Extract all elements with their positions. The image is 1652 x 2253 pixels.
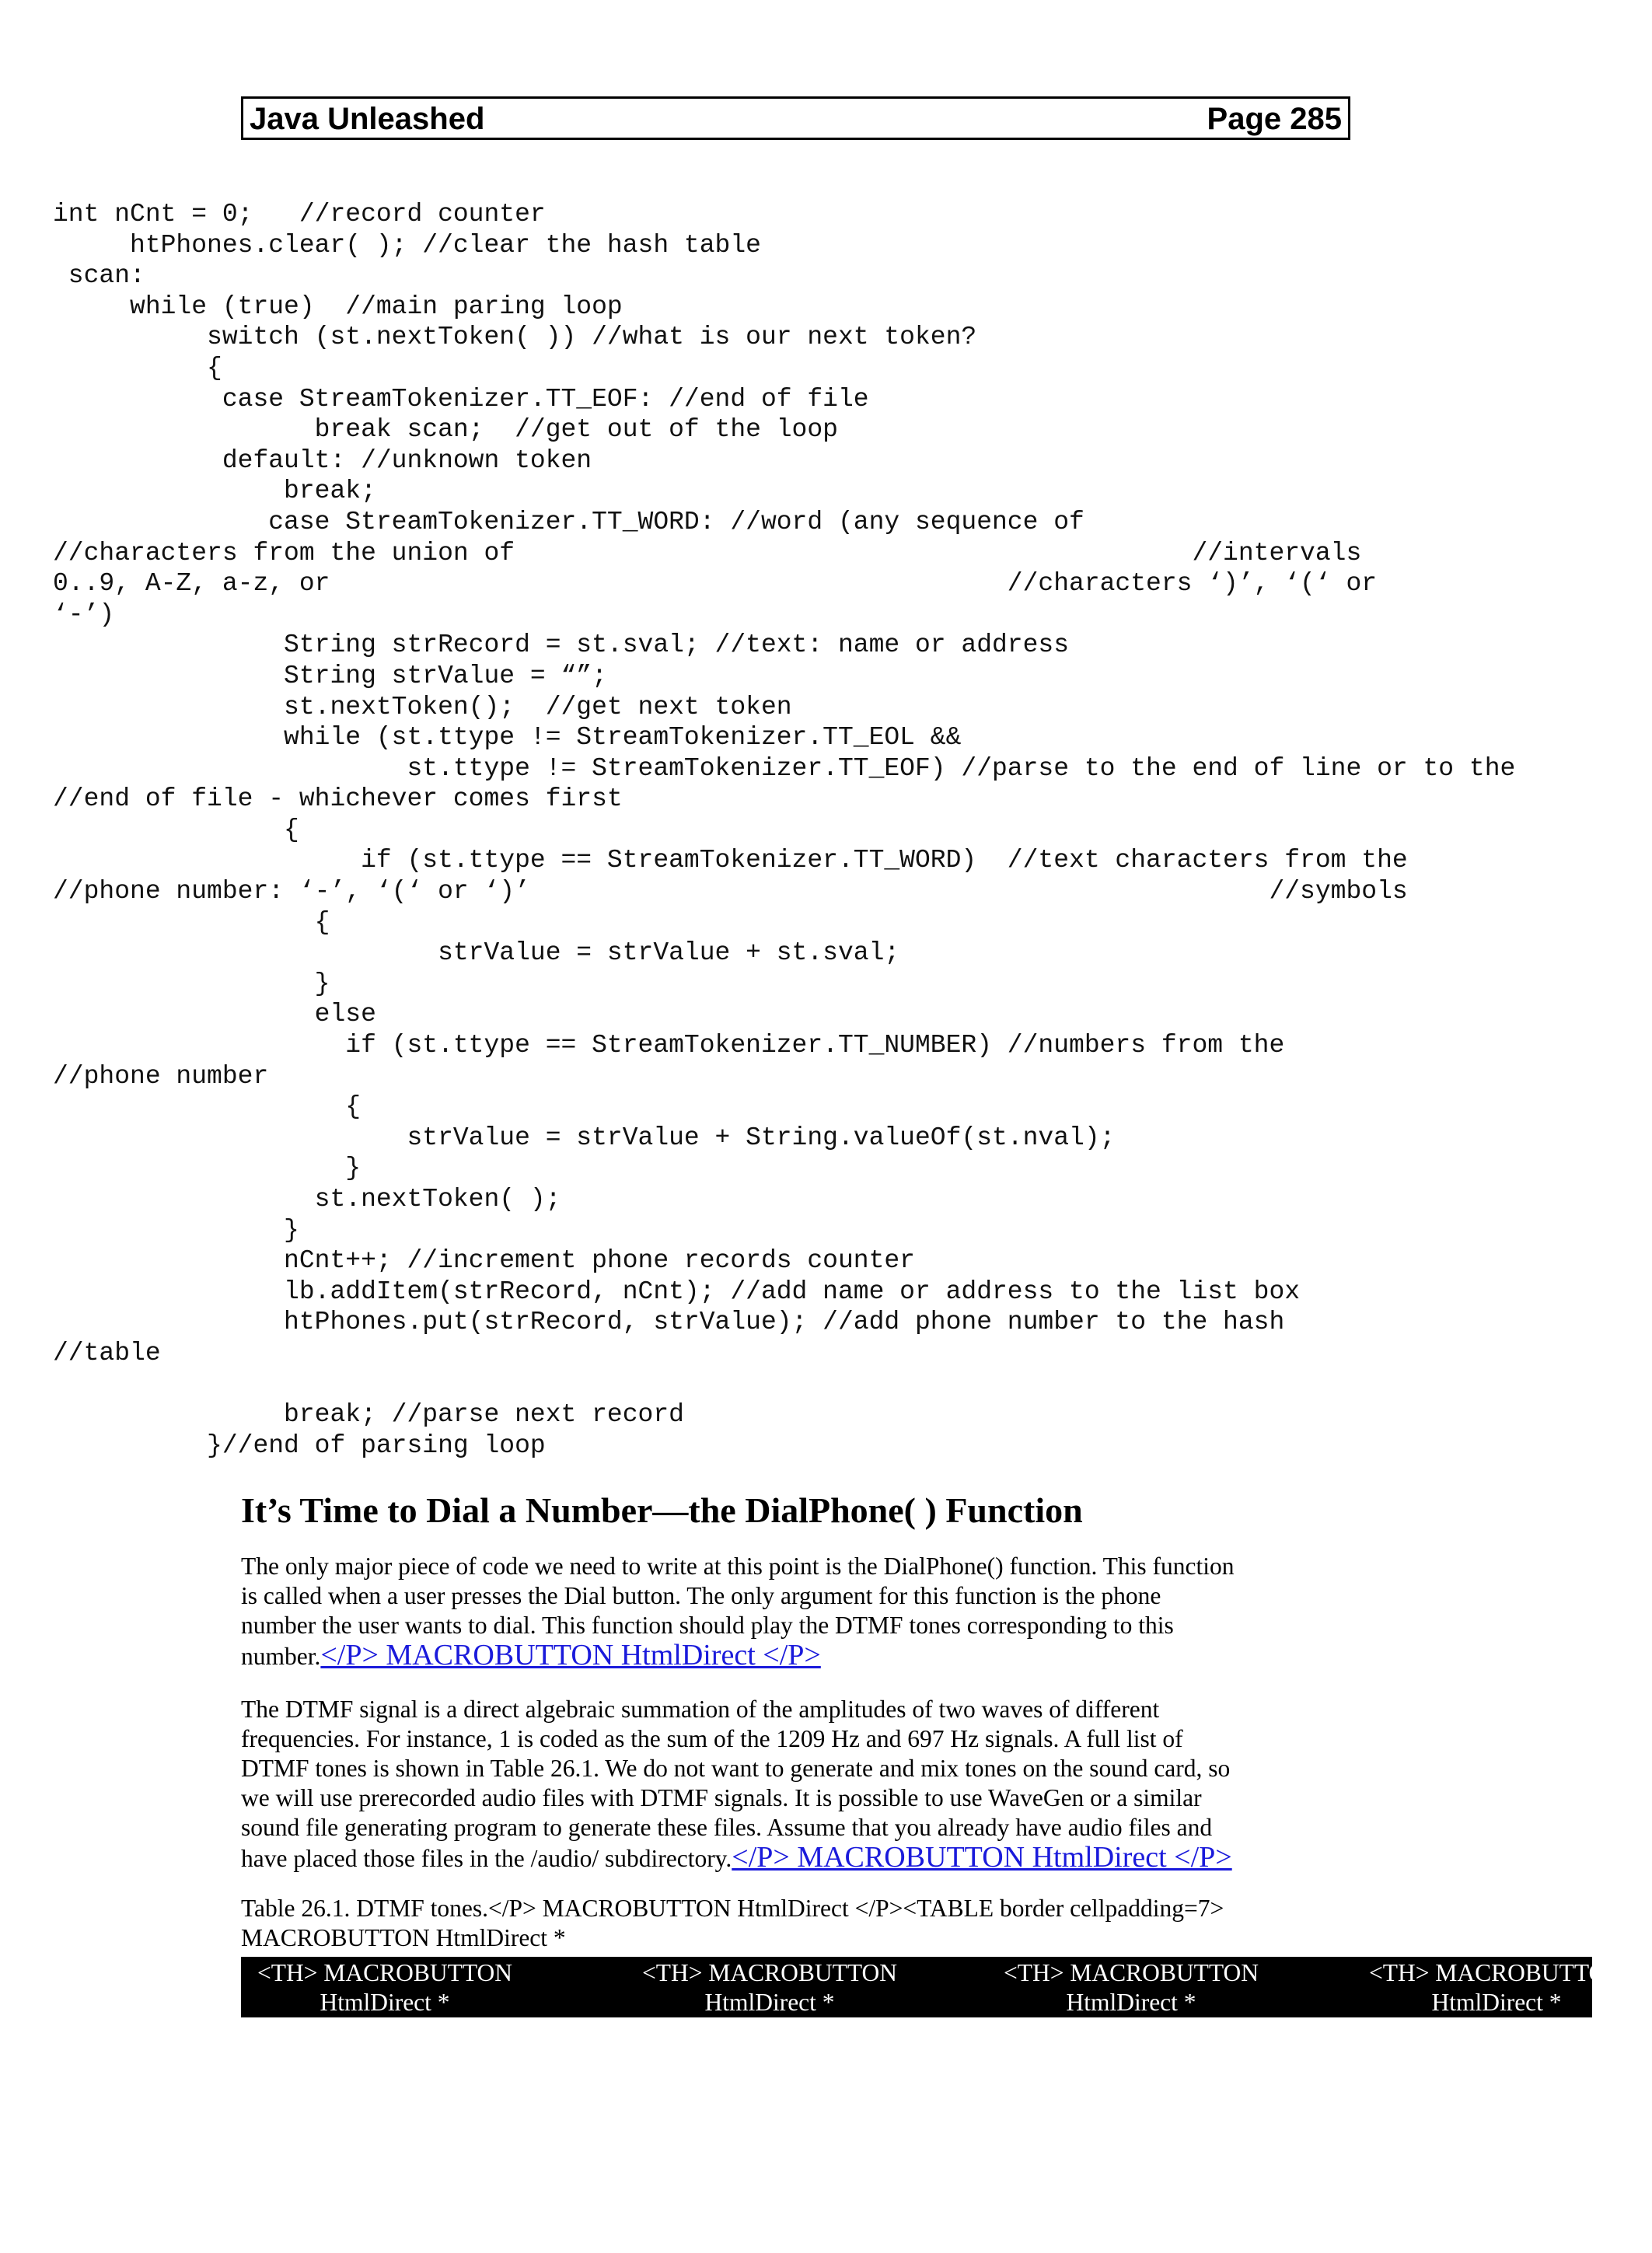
caption-line: MACROBUTTON HtmlDirect * [241,1924,566,1951]
paragraph-line: DTMF tones is shown in Table 26.1. We do not want to generate and mix tones on the sound card, so [241,1755,1231,1782]
code-line: while (true) //main paring loop [53,292,623,321]
code-line: case StreamTokenizer.TT_EOF: //end of file [53,384,869,414]
code-line: if (st.ttype == StreamTokenizer.TT_WORD) //text characters from the [53,846,1408,875]
paragraph-text: number. [241,1643,321,1670]
code-line: { [53,907,330,937]
paragraph-line [241,1843,1360,1874]
code-line: String strValue = “”; [53,661,607,690]
code-line: htPhones.put(strRecord, strValue); //add phone number to the hash [53,1308,1285,1337]
paragraph-line [241,1640,1360,1671]
code-line: { [53,815,299,844]
paragraph-line: we will use prerecorded audio files with DTMF signals. It is possible to use WaveGen or a similar [241,1784,1202,1811]
table-header-row [241,1957,1625,2045]
code-line: else [53,1000,376,1029]
code-line: { [53,353,222,382]
macrobutton-link[interactable]: </P> MACROBUTTON HtmlDirect </P> [732,1841,1232,1874]
code-line: 0..9, A-Z, a-z, or //characters ‘)’, ‘(‘ or [53,569,1378,599]
code-line: break; //parse next record [53,1400,684,1430]
code-line: st.nextToken(); //get next token [53,692,792,721]
code-line: break; [53,477,376,506]
code-line [53,1369,1515,1400]
code-line: case StreamTokenizer.TT_WORD: //word (any sequence of [53,507,1084,536]
macrobutton-link[interactable]: </P> MACROBUTTON HtmlDirect </P> [320,1639,821,1671]
code-line: break scan; //get out of the loop [53,415,838,445]
table-header-cell: <TH> MACROBUTTON HtmlDirect * Low tone [Hz] [1003,1959,1259,2045]
paragraph-dtmf [241,1695,1360,1874]
code-line: int nCnt = 0; //record counter [53,200,546,229]
code-line: String strRecord = st.sval; //text: name or address [53,630,1070,660]
code-line: strValue = strValue + st.sval; [53,938,900,968]
paragraph-line: sound file generating program to generate these files. Assume that you already have audio files and [241,1814,1213,1841]
code-line: //phone number: ‘-’, ‘(‘ or ‘)’ //symbols [53,877,1408,906]
paragraph-text: have placed those files in the /audio/ subdirectory. [241,1845,732,1872]
code-line: }//end of parsing loop [53,1430,546,1460]
code-line: htPhones.clear( ); //clear the hash table [53,230,761,260]
table-header-cell: <TH> MACROBUTTON HtmlDirect * High tone [Hz] [641,1959,898,2045]
paragraph-dialphone [241,1552,1360,1671]
code-line: lb.addItem(strRecord, nCnt); //add name or address to the list box [53,1277,1301,1306]
code-line: while (st.ttype != StreamTokenizer.TT_EOL && [53,723,962,753]
page-number: Page 285 [1207,102,1342,136]
code-line: //characters from the union of //intervals [53,538,1362,568]
paragraph-line: number the user wants to dial. This function should play the DTMF tones corresponding to this [241,1612,1174,1639]
page-header [241,96,1350,140]
code-line: switch (st.nextToken( )) //what is our next token? [53,323,977,352]
paragraph-line: is called when a user presses the Dial button. The only argument for this function is the phone [241,1582,1161,1609]
code-line: //end of file - whichever comes first [53,784,623,814]
code-line: st.nextToken( ); [53,1185,561,1214]
table-header-cell: <TH> MACROBUTTON HtmlDirect * Filename [1368,1959,1625,2045]
book-title: Java Unleashed [250,102,485,136]
code-line: st.ttype != StreamTokenizer.TT_EOF) //parse to the end of line or to the [53,753,1516,783]
paragraph-line: The only major piece of code we need to write at this point is the DialPhone() function. This function [241,1553,1235,1580]
section-heading: It’s Time to Dial a Number—the DialPhone( ) Function [241,1490,1083,1530]
code-line: } [53,1154,361,1183]
code-line: if (st.ttype == StreamTokenizer.TT_NUMBER) //numbers from the [53,1031,1285,1060]
code-listing [53,199,1515,1461]
code-line: ‘-’) [53,599,115,629]
code-line: //table [53,1338,161,1368]
caption-line: Table 26.1. DTMF tones.</P> MACROBUTTON HtmlDirect </P><TABLE border cellpadding=7> [241,1895,1224,1922]
paragraph-line: frequencies. For instance, 1 is coded as the sum of the 1209 Hz and 697 Hz signals. A full list of [241,1725,1183,1752]
table-caption [241,1894,1360,1953]
code-line: } [53,1215,299,1245]
code-line: //phone number [53,1061,269,1091]
code-line: strValue = strValue + String.valueOf(st.nval); [53,1123,1116,1152]
paragraph-line: The DTMF signal is a direct algebraic summation of the amplitudes of two waves of different [241,1696,1160,1723]
code-line: } [53,969,330,998]
table-header-cell: <TH> MACROBUTTON HtmlDirect * [257,1959,513,2016]
code-line: default: //unknown token [53,445,592,475]
code-line: scan: [53,261,145,291]
code-line: { [53,1092,361,1122]
code-line: nCnt++; //increment phone records counter [53,1246,915,1276]
